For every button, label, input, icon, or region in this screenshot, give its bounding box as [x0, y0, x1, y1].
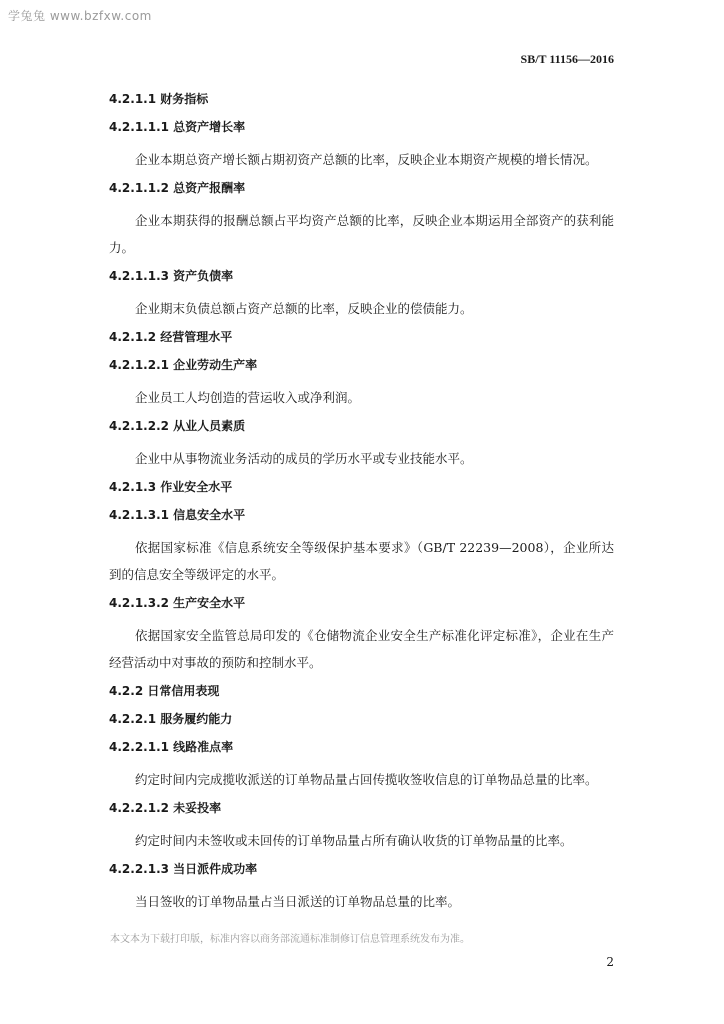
section-heading: 4.2.2.1 服务履约能力: [109, 712, 233, 726]
section-paragraph: 依据国家标准《信息系统安全等级保护基本要求》（GB/T 22239—2008），企业所达到的信息安全等级评定的水平。: [109, 540, 614, 582]
section-heading: 4.2.1.2 经营管理水平: [109, 330, 233, 344]
section-paragraph: 企业中从事物流业务活动的成员的学历水平或专业技能水平。: [135, 451, 473, 466]
section-heading: 4.2.2 日常信用表现: [109, 684, 220, 698]
section-heading: 4.2.1.1.2 总资产报酬率: [109, 181, 246, 195]
document-body: [109, 90, 614, 921]
section-heading: 4.2.1.3 作业安全水平: [109, 480, 233, 494]
standard-code: SB/T 11156—2016: [520, 52, 614, 66]
section-heading: 4.2.1.2.1 企业劳动生产率: [109, 358, 258, 372]
section-paragraph: 企业期末负债总额占资产总额的比率，反映企业的偿债能力。: [135, 301, 473, 316]
section-heading: 4.2.1.1.3 资产负债率: [109, 269, 234, 283]
section-heading: 4.2.1.2.2 从业人员素质: [109, 419, 246, 433]
section-paragraph: 依据国家安全监管总局印发的《仓储物流企业安全生产标准化评定标准》，企业在生产经营活动中对事故的预防和控制水平。: [109, 628, 614, 670]
footer-disclaimer: 本文本为下载打印版，标准内容以商务部流通标准制修订信息管理系统发布为准。: [110, 934, 470, 945]
section-heading: 4.2.2.1.1 线路准点率: [109, 740, 234, 754]
section-heading: 4.2.2.1.3 当日派件成功率: [109, 862, 258, 876]
section-paragraph: 约定时间内未签收或未回传的订单物品量占所有确认收货的订单物品量的比率。: [135, 833, 573, 848]
section-heading: 4.2.1.1.1 总资产增长率: [109, 120, 246, 134]
site-watermark: 学兔兔 www.bzfxw.com: [8, 9, 152, 23]
section-heading: 4.2.1.3.2 生产安全水平: [109, 596, 246, 610]
section-heading: 4.2.1.3.1 信息安全水平: [109, 508, 246, 522]
section-heading: 4.2.1.1 财务指标: [109, 92, 209, 106]
section-paragraph: 企业本期获得的报酬总额占平均资产总额的比率，反映企业本期运用全部资产的获利能力。: [109, 213, 614, 255]
section-heading: 4.2.2.1.2 未妥投率: [109, 801, 222, 815]
section-paragraph: 企业员工人均创造的营运收入或净利润。: [135, 390, 361, 405]
section-paragraph: 约定时间内完成揽收派送的订单物品量占回传揽收签收信息的订单物品总量的比率。: [135, 772, 598, 787]
page-number: 2: [606, 955, 614, 969]
section-paragraph: 企业本期总资产增长额占期初资产总额的比率，反映企业本期资产规模的增长情况。: [135, 152, 598, 167]
section-paragraph: 当日签收的订单物品量占当日派送的订单物品总量的比率。: [135, 894, 461, 909]
